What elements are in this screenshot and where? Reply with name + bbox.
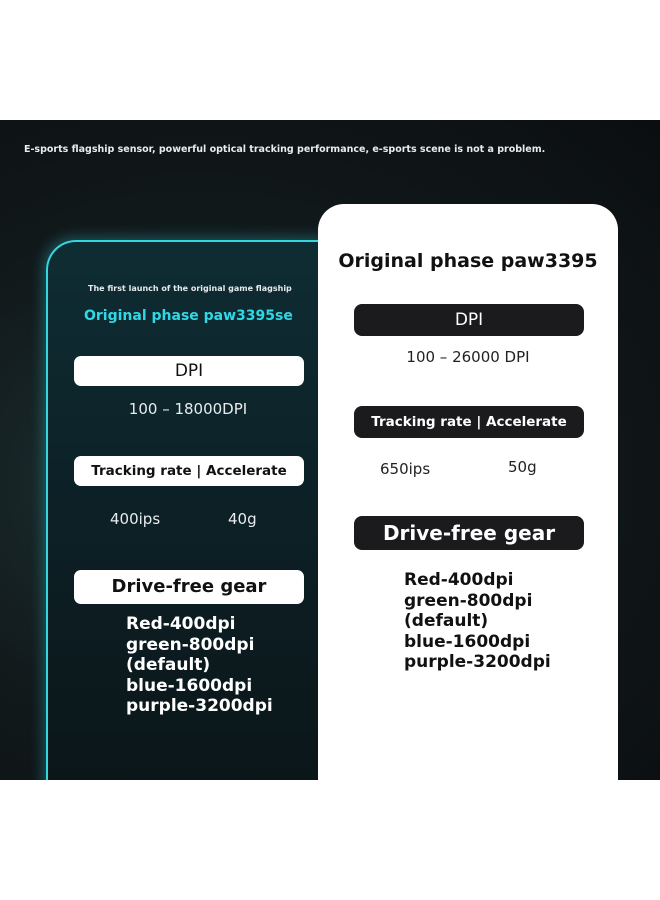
sensor-card-paw3395se <box>46 240 348 780</box>
first-launch-caption: The first launch of the original game flagship <box>88 284 292 293</box>
gear-item: (default) <box>404 611 489 631</box>
drive-free-gear-label: Drive-free gear <box>354 516 584 550</box>
dpi-range-value: 100 – 26000 DPI <box>406 348 530 366</box>
sensor-model-name: Original phase paw3395se <box>84 308 293 324</box>
gear-item: Red-400dpi <box>404 570 514 590</box>
tracking-rate-value: 400ips <box>110 510 161 528</box>
tracking-rate-label: Tracking rate | Accelerate <box>354 406 584 438</box>
dpi-range-value: 100 – 18000DPI <box>128 400 248 418</box>
dpi-label: DPI <box>74 356 304 386</box>
tagline: E-sports flagship sensor, powerful optical tracking performance, e-sports scene is not a problem. <box>24 144 546 155</box>
gear-item: blue-1600dpi <box>404 631 531 652</box>
gear-list <box>404 570 551 673</box>
tracking-rate-value: 650ips <box>380 460 431 478</box>
gear-list <box>126 614 273 717</box>
acceleration-value: 40g <box>228 510 257 528</box>
gear-item: purple-3200dpi <box>404 652 551 672</box>
tracking-rate-label: Tracking rate | Accelerate <box>74 456 304 486</box>
drive-free-gear-label: Drive-free gear <box>74 570 304 604</box>
gear-item: green-800dpi <box>126 634 255 655</box>
sensor-model-name: Original phase paw3395 <box>338 250 598 272</box>
gear-item: purple-3200dpi <box>126 696 273 716</box>
dpi-label: DPI <box>354 304 584 336</box>
gear-item: blue-1600dpi <box>126 675 253 696</box>
gear-item: (default) <box>126 655 211 675</box>
cropped-heading-decoration <box>30 120 630 124</box>
sensor-card-paw3395 <box>318 204 618 780</box>
acceleration-value: 50g <box>508 458 537 476</box>
gear-item: green-800dpi <box>404 590 533 611</box>
gear-item: Red-400dpi <box>126 614 236 634</box>
product-banner <box>0 120 660 780</box>
